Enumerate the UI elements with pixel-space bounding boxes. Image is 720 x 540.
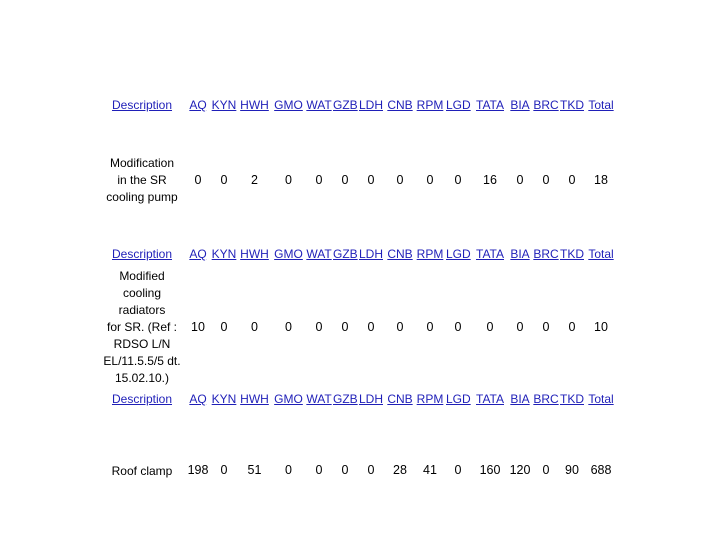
row-description: Modified cooling radiators for SR. (Ref : RDSO L/N EL/11.5.5/5 dt. 15.02.10.) — [103, 269, 181, 385]
cell-tata: 0 — [486, 320, 494, 334]
header-kyn[interactable]: KYN — [211, 247, 237, 261]
cell-kyn: 0 — [220, 173, 228, 187]
header-kyn[interactable]: KYN — [211, 98, 237, 112]
header-gzb[interactable]: GZB — [333, 98, 358, 112]
cell-bia: 0 — [516, 320, 524, 334]
header-row-2 — [0, 247, 720, 263]
cell-rpm: 0 — [426, 320, 434, 334]
header-total[interactable]: Total — [588, 98, 614, 112]
cell-hwh: 0 — [251, 320, 258, 334]
header-ldh[interactable]: LDH — [358, 392, 383, 406]
header-tkd[interactable]: TKD — [560, 98, 584, 112]
header-wat[interactable]: WAT — [306, 247, 332, 261]
cell-gzb: 0 — [341, 173, 349, 187]
header-lgd[interactable]: LGD — [446, 247, 471, 261]
cell-tkd: 0 — [568, 320, 576, 334]
header-cnb[interactable]: CNB — [387, 247, 413, 261]
cell-lgd: 0 — [454, 173, 462, 187]
cell-total: 10 — [594, 320, 608, 334]
header-tkd[interactable]: TKD — [560, 247, 584, 261]
cell-aq: 0 — [194, 173, 202, 187]
row-description: Modification in the SR cooling pump — [106, 156, 178, 204]
header-brc[interactable]: BRC — [533, 247, 559, 261]
cell-gmo: 0 — [285, 173, 292, 187]
cell-gmo: 0 — [285, 320, 292, 334]
header-hwh[interactable]: HWH — [240, 98, 269, 112]
cell-kyn: 0 — [220, 320, 228, 334]
header-cnb[interactable]: CNB — [387, 392, 413, 406]
cell-gzb: 0 — [341, 320, 349, 334]
cell-brc: 0 — [542, 463, 550, 477]
cell-kyn: 0 — [220, 463, 228, 477]
cell-lgd: 0 — [454, 320, 462, 334]
cell-cnb: 0 — [396, 320, 404, 334]
header-tata[interactable]: TATA — [476, 392, 504, 406]
header-gmo[interactable]: GMO — [274, 98, 303, 112]
cell-ldh: 0 — [367, 463, 375, 477]
cell-aq: 198 — [187, 463, 209, 477]
header-cnb[interactable]: CNB — [387, 98, 413, 112]
header-brc[interactable]: BRC — [533, 98, 559, 112]
header-bia[interactable]: BIA — [510, 98, 530, 112]
header-rpm[interactable]: RPM — [416, 247, 444, 261]
header-gmo[interactable]: GMO — [274, 392, 303, 406]
cell-rpm: 41 — [423, 463, 437, 477]
cell-bia: 0 — [516, 173, 524, 187]
table-row — [0, 463, 720, 481]
header-wat[interactable]: WAT — [306, 392, 332, 406]
cell-total: 688 — [590, 463, 612, 477]
header-bia[interactable]: BIA — [510, 247, 530, 261]
cell-brc: 0 — [542, 173, 550, 187]
header-aq[interactable]: AQ — [189, 247, 207, 261]
header-rpm[interactable]: RPM — [416, 98, 444, 112]
header-row-3 — [0, 392, 720, 408]
header-total[interactable]: Total — [588, 392, 614, 406]
header-aq[interactable]: AQ — [189, 98, 207, 112]
cell-lgd: 0 — [454, 463, 462, 477]
header-ldh[interactable]: LDH — [358, 247, 383, 261]
header-description[interactable]: Description — [111, 247, 173, 261]
header-hwh[interactable]: HWH — [240, 392, 269, 406]
cell-wat: 0 — [315, 463, 323, 477]
cell-tkd: 0 — [568, 173, 576, 187]
header-aq[interactable]: AQ — [189, 392, 207, 406]
cell-cnb: 0 — [396, 173, 404, 187]
table-row — [0, 155, 720, 209]
cell-gzb: 0 — [341, 463, 349, 477]
cell-tata: 16 — [483, 173, 497, 187]
header-tata[interactable]: TATA — [476, 98, 504, 112]
header-gzb[interactable]: GZB — [333, 247, 358, 261]
header-tkd[interactable]: TKD — [560, 392, 584, 406]
header-row-1 — [0, 98, 720, 114]
cell-cnb: 28 — [393, 463, 407, 477]
header-tata[interactable]: TATA — [476, 247, 504, 261]
row-description: Roof clamp — [111, 464, 173, 478]
cell-gmo: 0 — [285, 463, 292, 477]
cell-ldh: 0 — [367, 173, 375, 187]
header-lgd[interactable]: LGD — [446, 392, 471, 406]
cell-hwh: 2 — [251, 173, 258, 187]
header-total[interactable]: Total — [588, 247, 614, 261]
cell-aq: 10 — [191, 320, 205, 334]
cell-bia: 120 — [509, 463, 531, 477]
header-wat[interactable]: WAT — [306, 98, 332, 112]
header-ldh[interactable]: LDH — [358, 98, 383, 112]
header-hwh[interactable]: HWH — [240, 247, 269, 261]
cell-wat: 0 — [315, 320, 323, 334]
header-gzb[interactable]: GZB — [333, 392, 358, 406]
header-brc[interactable]: BRC — [533, 392, 559, 406]
table-row — [0, 268, 720, 387]
header-kyn[interactable]: KYN — [211, 392, 237, 406]
cell-hwh: 51 — [247, 463, 262, 477]
header-rpm[interactable]: RPM — [416, 392, 444, 406]
cell-tata: 160 — [479, 463, 501, 477]
header-description[interactable]: Description — [111, 392, 173, 406]
header-lgd[interactable]: LGD — [446, 98, 471, 112]
cell-brc: 0 — [542, 320, 550, 334]
cell-total: 18 — [594, 173, 608, 187]
cell-rpm: 0 — [426, 173, 434, 187]
cell-ldh: 0 — [367, 320, 375, 334]
cell-tkd: 90 — [565, 463, 579, 477]
header-bia[interactable]: BIA — [510, 392, 530, 406]
cell-wat: 0 — [315, 173, 323, 187]
header-gmo[interactable]: GMO — [274, 247, 303, 261]
header-description[interactable]: Description — [111, 98, 173, 112]
